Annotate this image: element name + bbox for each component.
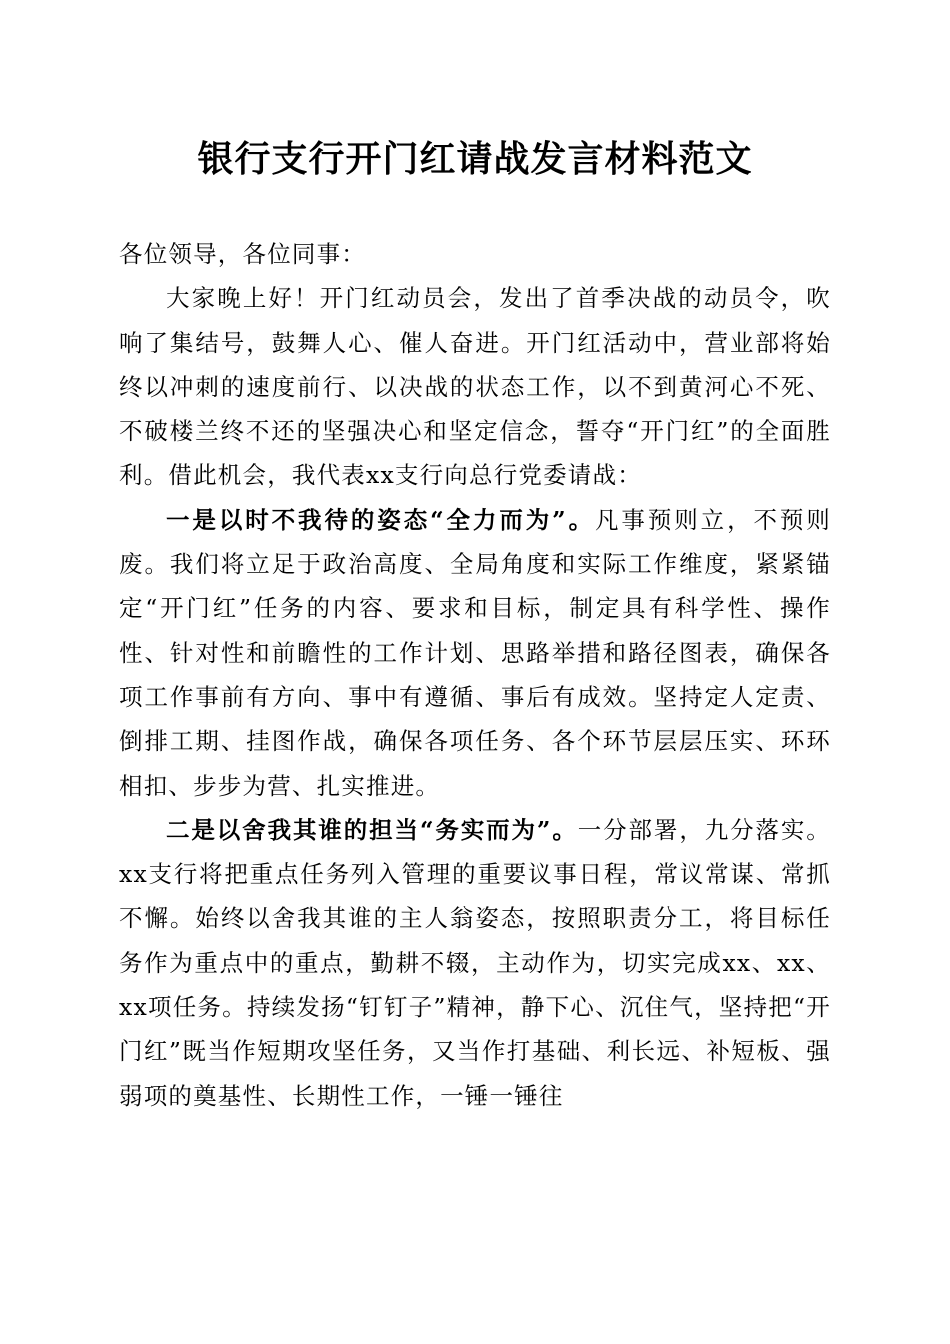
point-two-text: 一分部署，九分落实。xx支行将把重点任务列入管理的重要议事日程，常议常谋、常抓不懈。始终以舍我其谁的主人翁姿态，按照职责分工，将目标任务作为重点中的重点，勤耕不辍，主动作为，切实完成xx、xx、xx项任务。持续发扬“钉钉子”精神，静下心、沉住气，坚持把“开门红”既当作短期攻坚任务，又当作打基础、利长远、补短板、强弱项的奠基性、长期性工作，一锤一锤往 — [119, 815, 832, 1110]
point-one-heading: 一是以时不我待的姿态“全力而为”。 — [166, 505, 596, 534]
point-two-heading: 二是以舍我其谁的担当“务实而为”。 — [166, 815, 578, 844]
salutation: 各位领导，各位同事： — [119, 240, 366, 268]
document-body — [119, 232, 831, 1118]
paragraph-point-one — [119, 498, 831, 808]
paragraph-point-two — [119, 808, 831, 1118]
paragraph-opening: 大家晚上好！开门红动员会，发出了首季决战的动员令，吹响了集结号，鼓舞人心、催人奋进。开门红活动中，营业部将始终以冲刺的速度前行、以决战的状态工作，以不到黄河心不死、不破楼兰终不还的坚强决心和坚定信念，誓夺“开门红”的全面胜利。借此机会，我代表xx支行向总行党委请战： — [119, 284, 831, 490]
point-one-text: 凡事预则立，不预则废。我们将立足于政治高度、全局角度和实际工作维度，紧紧锚定“开门红”任务的内容、要求和目标，制定具有科学性、操作性、针对性和前瞻性的工作计划、思路举措和路径图表，确保各项工作事前有方向、事中有遵循、事后有成效。坚持定人定责、倒排工期、挂图作战，确保各项任务、各个环节层层压实、环环相扣、步步为营、扎实推进。 — [119, 505, 831, 800]
document-title: 银行支行开门红请战发言材料范文 — [197, 138, 753, 180]
